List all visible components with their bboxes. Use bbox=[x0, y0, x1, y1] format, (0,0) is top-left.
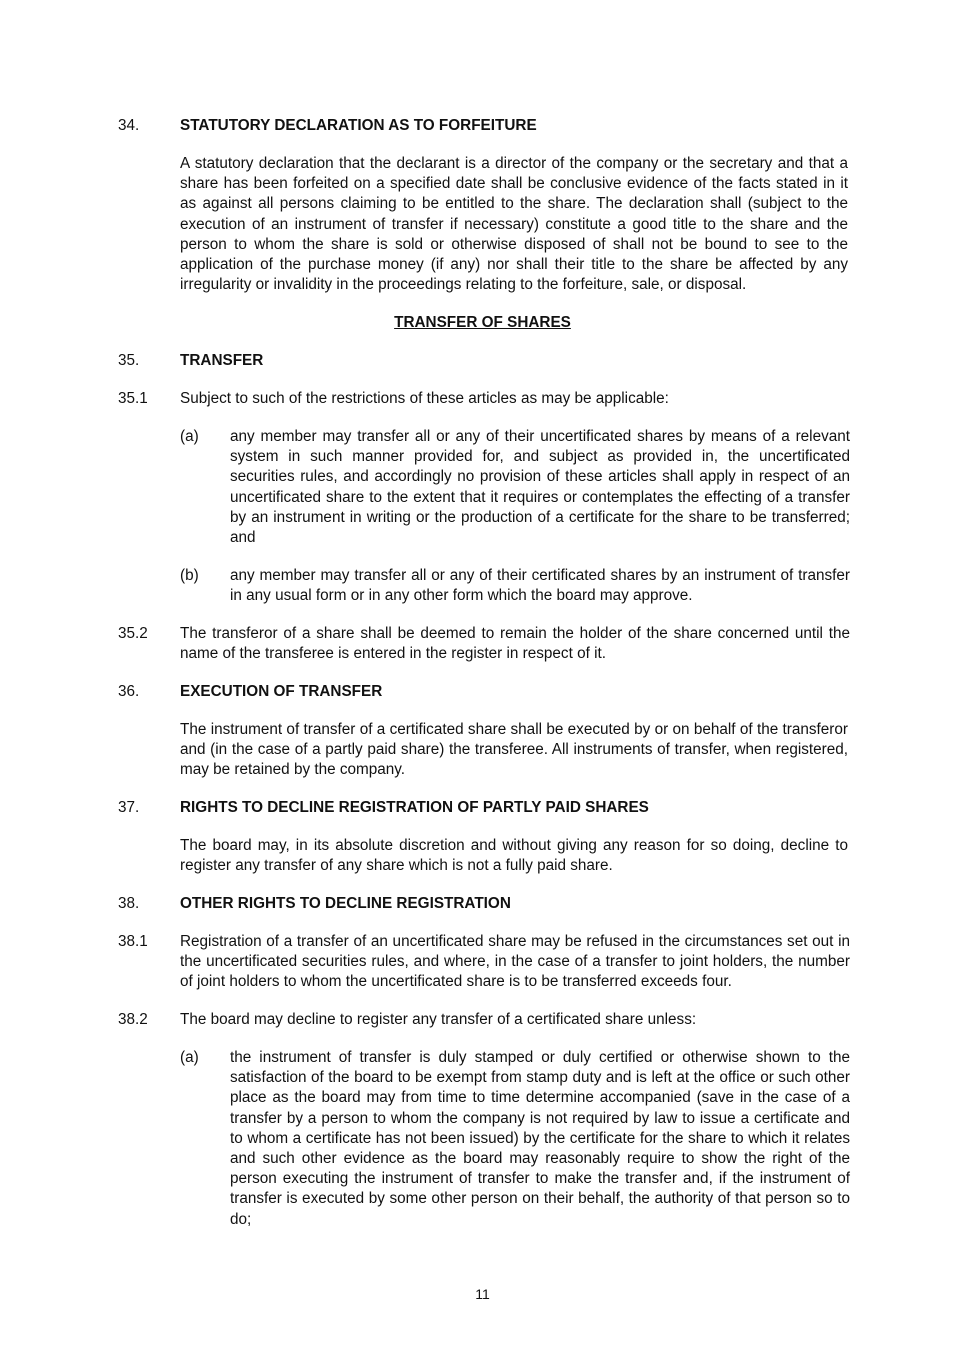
clause-text: The board may decline to register any transfer of a certificated share unless: bbox=[180, 1011, 697, 1028]
clause-35-1-b bbox=[180, 566, 850, 606]
paragraph: A statutory declaration that the declarant is a director of the company or the secretary and that a share has been forfeited on a specified date shall be conclusive evidence of the facts stated in it as against all persons claiming to be entitled to the share. The declaration shall (subject to the execution of an instrument of transfer if necessary) constitute a good title to the share and the person to whom the share is sold or otherwise disposed of shall not be bound to see to the application of the purchase money (if any) nor shall their title to the share be affected by any irregularity or invalidity in the proceedings relating to the forfeiture, sale, or disposal. bbox=[180, 155, 848, 294]
section-37-body bbox=[118, 836, 850, 876]
section-number: 35. bbox=[118, 352, 140, 369]
section-number: 34. bbox=[118, 117, 140, 134]
section-title: OTHER RIGHTS TO DECLINE REGISTRATION bbox=[180, 895, 511, 912]
clause-38-1 bbox=[118, 932, 850, 993]
section-number: 38. bbox=[118, 895, 140, 912]
clause-35-1 bbox=[118, 389, 850, 409]
clause-35-1-a bbox=[180, 427, 850, 548]
sub-clause-letter: (a) bbox=[180, 428, 199, 445]
section-37-heading bbox=[118, 798, 850, 818]
sub-clause-text: any member may transfer all or any of their uncertificated shares by means of a relevant system in such manner provided for, and subject as provided in, the uncertificated securities rules, and accordingly no provision of these articles shall apply in respect of an uncertificated share to the extent that it requires or contemplates the effecting of a transfer by an instrument in writing or the production of a certificate for the share to be transferred; and bbox=[230, 428, 850, 547]
section-title: STATUTORY DECLARATION AS TO FORFEITURE bbox=[180, 117, 537, 134]
clause-number: 35.1 bbox=[118, 390, 148, 407]
clause-number: 35.2 bbox=[118, 625, 148, 642]
section-number: 36. bbox=[118, 683, 140, 700]
clause-text: Registration of a transfer of an uncertificated share may be refused in the circumstances set out in the uncertificated securities rules, and where, in the case of a transfer to joint holders, the number of joint holders to whom the uncertificated share is to be transferred exceeds four. bbox=[180, 933, 850, 991]
clause-38-2 bbox=[118, 1010, 850, 1030]
part-heading: TRANSFER OF SHARES bbox=[394, 314, 571, 331]
sub-clause-text: the instrument of transfer is duly stamped or duly certified or otherwise shown to the satisfaction of the board to be exempt from stamp duty and is left at the office or such other place as the board may from time to time determine accompanied (save in the case of a transfer by a person to whom the company is not required by law to issue a certificate and to whom a certificate has not been issued) by the certificate for the share to which it relates and such other evidence as the board may reasonably require to show the right of the person executing the instrument of transfer to make the transfer and, if the instrument of transfer is executed by some other person on their behalf, the authority of that person so to do; bbox=[230, 1049, 850, 1228]
section-36-heading bbox=[118, 682, 850, 702]
paragraph: The board may, in its absolute discretion and without giving any reason for so doing, decline to register any transfer of any share which is not a fully paid share. bbox=[180, 837, 848, 875]
section-34-body bbox=[118, 154, 850, 295]
section-35-heading bbox=[118, 351, 850, 371]
clause-text: The transferor of a share shall be deemed to remain the holder of the share concerned until the name of the transferee is entered in the register in respect of it. bbox=[180, 625, 850, 663]
section-title: EXECUTION OF TRANSFER bbox=[180, 683, 383, 700]
clause-number: 38.2 bbox=[118, 1011, 148, 1028]
sub-clause-letter: (a) bbox=[180, 1049, 199, 1066]
section-38-heading bbox=[118, 894, 850, 914]
section-36-body bbox=[118, 720, 850, 781]
section-34-heading bbox=[118, 116, 850, 136]
clause-38-2-a bbox=[180, 1048, 850, 1230]
paragraph: The instrument of transfer of a certificated share shall be executed by or on behalf of the transferor and (in the case of a partly paid share) the transferee. All instruments of transfer, when registered, may be retained by the company. bbox=[180, 721, 848, 779]
section-title: TRANSFER bbox=[180, 352, 264, 369]
section-number: 37. bbox=[118, 799, 140, 816]
sub-clause-text: any member may transfer all or any of their certificated shares by an instrument of transfer in any usual form or in any other form which the board may approve. bbox=[230, 567, 850, 605]
clause-text: Subject to such of the restrictions of these articles as may be applicable: bbox=[180, 390, 669, 407]
section-title: RIGHTS TO DECLINE REGISTRATION OF PARTLY PAID SHARES bbox=[180, 799, 649, 816]
sub-clause-letter: (b) bbox=[180, 567, 199, 584]
clause-35-2 bbox=[118, 624, 850, 664]
page-number: 11 bbox=[475, 1286, 490, 1302]
clause-number: 38.1 bbox=[118, 933, 148, 950]
